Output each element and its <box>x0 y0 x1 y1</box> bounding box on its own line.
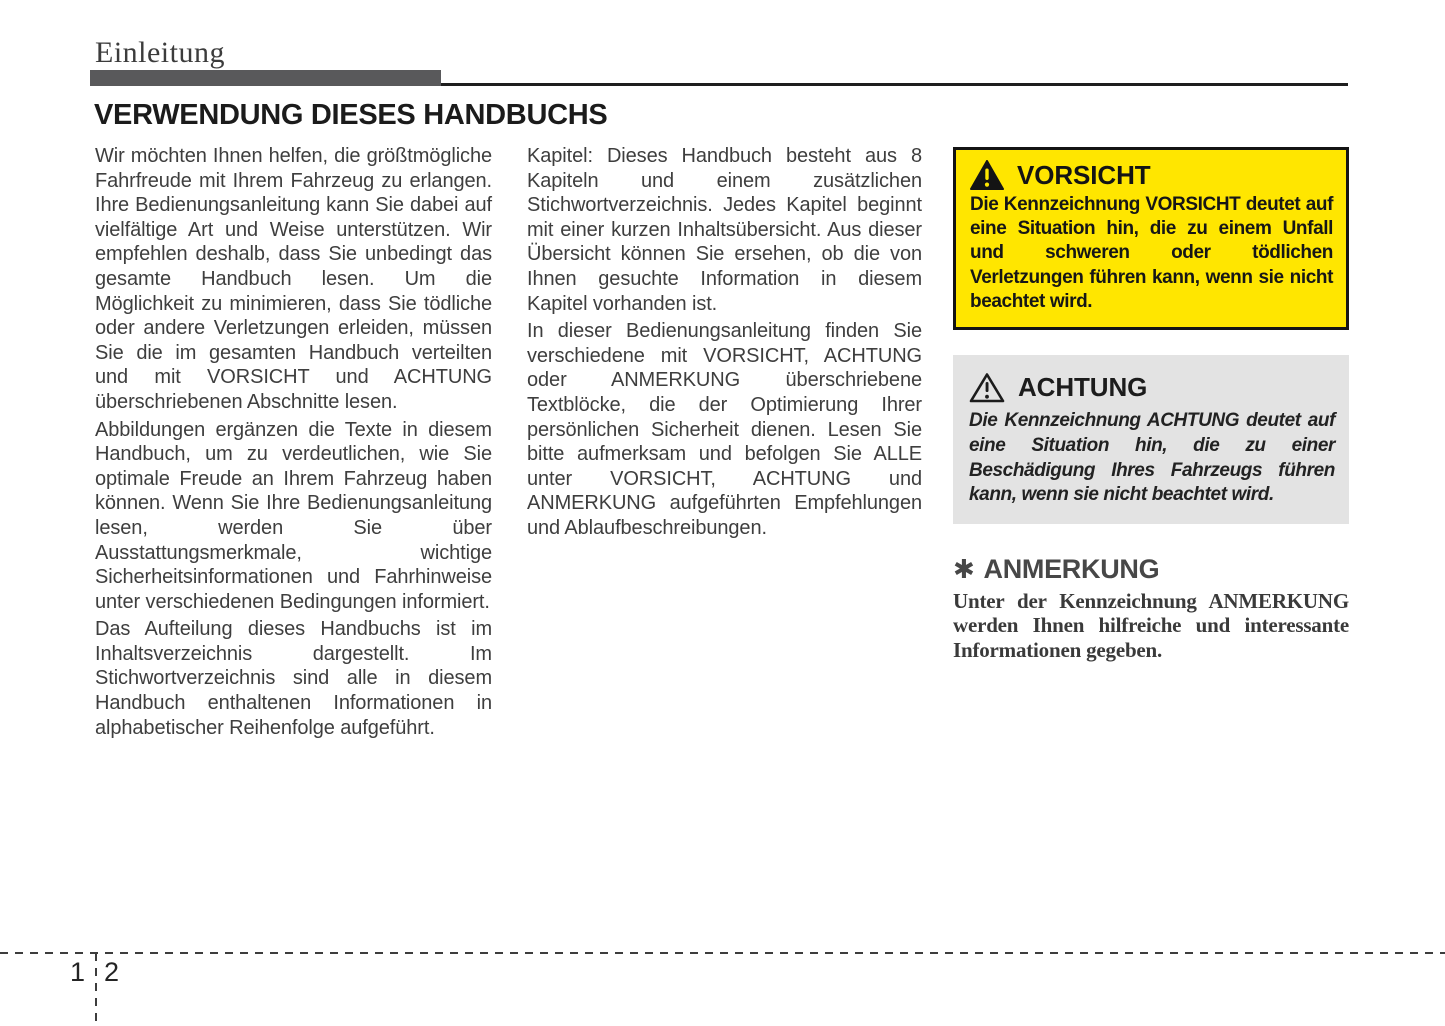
page-number: 2 <box>104 957 120 987</box>
asterisk-note-icon: ✱ <box>953 554 975 584</box>
header-rule-line <box>441 83 1348 86</box>
header-bar-divider <box>90 70 441 86</box>
paragraph: Wir möchten Ihnen helfen, die größtmögliche Fahrfreude mit Ihrem Fahrzeug zu erlangen. Ihre Bedienungsanleitung kann Sie dabei auf vielfältige Art und Weise unterstützen. Wir empfehlen deshalb, dass Sie unbedingt das gesamte Handbuch lesen. Um die Möglichkeit zu minimieren, dass Sie tödliche oder andere Verletzungen erleiden, müssen Sie die im gesamten Handbuch verteilten und mit VORSICHT und ACHTUNG überschriebenen Abschnitte lesen. <box>95 145 492 413</box>
footer-vertical-divider <box>95 953 97 1026</box>
vorsicht-body: Die Kennzeichnung VORSICHT deutet auf eine Situation hin, die zu einem Unfall und schweren oder tödlichen Verletzungen führen kann, wenn sie nicht beachtet wird. <box>970 194 1333 312</box>
achtung-title: ACHTUNG <box>1018 372 1148 403</box>
achtung-body: Die Kennzeichnung ACHTUNG deutet auf eine Situation hin, die zu einer Beschädigung Ihres Fahrzeugs führen kann, wenn sie nicht beachtet wird. <box>969 410 1335 506</box>
paragraph: Abbildungen ergänzen die Texte in diesem Handbuch, um zu verdeutlichen, wie Sie optimale Freude an Ihrem Fahrzeug haben können. Wenn Sie Ihre Bedienungsanleitung lesen, werden Sie über Ausstattungsmerkmale, wichtige Sicherheitsinformationen und Fahrhinweise unter verschiedenen Bedingungen informiert. <box>95 418 492 613</box>
paragraph: Kapitel: Dieses Handbuch besteht aus 8 Kapiteln und einem zusätzlichen Stichwortverzeichnis. Jedes Kapitel beginnt mit einer kurzen Inhaltsübersicht. Aus dieser Übersicht können Sie ersehen, ob die von Ihnen gesuchte Information in diesem Kapitel vorhanden ist. <box>527 145 922 315</box>
page-title: VERWENDUNG DIESES HANDBUCHS <box>94 99 608 131</box>
warning-box-vorsicht <box>953 147 1349 330</box>
warning-box-achtung <box>953 355 1349 524</box>
vorsicht-title: VORSICHT <box>1017 159 1151 190</box>
achtung-header <box>969 372 1335 403</box>
text-column-1 <box>95 144 492 743</box>
note-header <box>953 553 1349 584</box>
warnings-column <box>953 147 1349 847</box>
vorsicht-header <box>970 160 1333 190</box>
note-title: ANMERKUNG <box>983 553 1160 584</box>
note-section <box>953 553 1349 662</box>
warning-triangle-filled-icon <box>970 160 1004 190</box>
chapter-number: 1 <box>70 957 86 987</box>
section-title: Einleitung <box>95 36 225 69</box>
text-column-2 <box>527 144 922 544</box>
paragraph: In dieser Bedienungsanleitung finden Sie verschiedene mit VORSICHT, ACHTUNG oder ANMERKUNG überschriebene Textblöcke, die der Optimierung Ihrer persönlichen Sicherheit dienen. Lesen Sie bitte aufmerksam und befolgen Sie ALLE unter VORSICHT, ACHTUNG und ANMERKUNG aufgeführten Empfehlungen und Ablaufbeschreibungen. <box>527 320 922 539</box>
footer-dashed-line <box>0 952 1445 954</box>
paragraph: Das Aufteilung dieses Handbuchs ist im Inhaltsverzeichnis dargestellt. Im Stichwortverzeichnis sind alle in diesem Handbuch enthaltenen Informationen in alphabetischer Reihenfolge aufgeführt. <box>95 618 492 739</box>
note-body: Unter der Kennzeichnung ANMERKUNG werden Ihnen hilfreiche und interessante Informationen gegeben. <box>953 589 1349 662</box>
warning-triangle-outline-icon <box>969 372 1005 403</box>
